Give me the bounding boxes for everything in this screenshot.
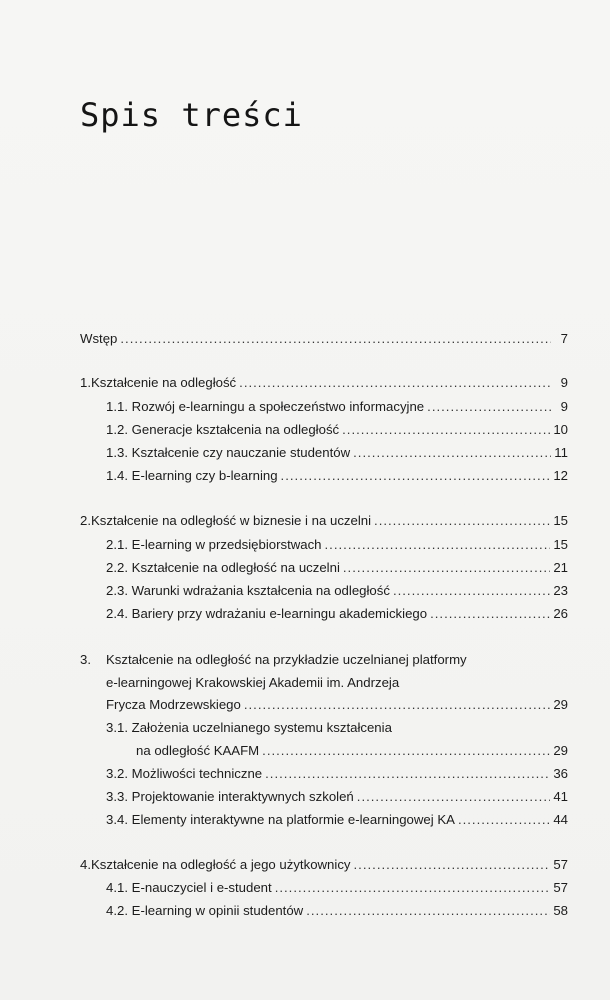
toc-entry-label-line: Kształcenie na odległość na przykładzie uczelnianej platformy [106,652,467,667]
toc-chapter [80,512,568,530]
toc-entry-label: Kształcenie na odległość a jego użytkownicy [91,857,351,872]
toc-page-number: 26 [553,606,568,621]
section-number: 1.1. [106,399,128,414]
leader-dots [281,467,551,485]
section-number: 3.2. [106,766,128,781]
toc-page-number: 41 [553,789,568,804]
toc-section [106,444,568,462]
leader-dots [430,605,550,623]
toc-page-number: 9 [560,399,568,414]
toc-page-number: 21 [553,560,568,575]
toc-section [106,719,392,737]
toc-entry-label: Rozwój e-learningu a społeczeństwo informacyjne [131,399,425,414]
toc-section [106,398,568,416]
chapter-number: 1. [80,375,91,390]
leader-dots [325,536,551,554]
toc-section [106,421,568,439]
toc-entry-label: Elementy interaktywne na platformie e-learningowej KA [131,812,455,827]
toc-entry-label: Generacje kształcenia na odległość [131,422,340,437]
chapter-number: 3. [80,652,91,667]
toc-entry-intro [80,330,568,348]
leader-dots [357,788,551,806]
toc-entry-label: E-learning w opinii studentów [131,903,304,918]
toc-entry-label-line: e-learningowej Krakowskiej Akademii im. Andrzeja [106,675,400,690]
leader-dots [374,512,550,530]
section-number: 2.2. [106,560,128,575]
toc-section [106,605,568,623]
toc-chapter [80,856,568,874]
leader-dots [306,902,550,920]
toc-entry-label: Kształcenie na odległość na uczelni [131,560,340,575]
toc-entry-label: Projektowanie interaktywnych szkoleń [131,789,354,804]
toc-section [106,765,568,783]
leader-dots [262,742,550,760]
chapter-number: 2. [80,513,91,528]
toc-entry-label: E-learning czy b-learning [131,468,278,483]
section-number: 3.3. [106,789,128,804]
toc-entry-label: Możliwości techniczne [131,766,263,781]
toc-page-number: 57 [553,857,568,872]
toc-entry-label: Kształcenie na odległość [91,375,237,390]
toc-entry-label: E-nauczyciel i e-student [131,880,272,895]
toc-section [106,467,568,485]
section-number: 2.3. [106,583,128,598]
section-number: 4.1. [106,880,128,895]
section-number: 4.2. [106,903,128,918]
toc-entry-label: Warunki wdrażania kształcenia na odległość [131,583,390,598]
toc-page-number: 57 [553,880,568,895]
toc-section [106,811,568,829]
chapter-number: 4. [80,857,91,872]
toc-entry-label-line: Założenia uczelnianego systemu kształcenia [131,720,392,735]
leader-dots [343,559,550,577]
toc-page-number: 10 [553,422,568,437]
page-title: Spis treści [80,96,303,134]
toc-page-number: 15 [553,513,568,528]
toc-page-number: 29 [553,697,568,712]
section-number: 1.4. [106,468,128,483]
leader-dots [342,421,550,439]
toc-entry-label: Wstęp [80,331,118,346]
leader-dots [427,398,551,416]
leader-dots [244,696,550,714]
toc-section [106,582,568,600]
leader-dots [393,582,550,600]
leader-dots [265,765,550,783]
toc-page-number: 44 [553,812,568,827]
toc-page-number: 23 [553,583,568,598]
toc-entry-label-line: Frycza Modrzewskiego [106,697,241,712]
toc-page-number: 12 [553,468,568,483]
toc-page-number: 36 [553,766,568,781]
toc-section-last-line [136,742,568,760]
toc-section [106,879,568,897]
section-number: 2.1. [106,537,128,552]
section-number: 3.4. [106,812,128,827]
toc-page-number: 15 [553,537,568,552]
toc-chapter [80,374,568,392]
leader-dots [458,811,550,829]
toc-section [106,559,568,577]
toc-section [106,536,568,554]
section-number: 3.1. [106,720,128,735]
toc-chapter-last-line [106,696,568,714]
leader-dots [239,374,551,392]
leader-dots [120,330,551,348]
leader-dots [275,879,551,897]
toc-chapter [80,651,467,669]
leader-dots [354,856,551,874]
toc-page-number: 7 [560,331,568,346]
toc-entry-label: Kształcenie na odległość w biznesie i na uczelni [91,513,372,528]
toc-entry-label-line: na odległość KAAFM [136,743,260,758]
toc-page-number: 58 [553,903,568,918]
toc-section [106,902,568,920]
toc-page-number: 11 [554,445,568,460]
section-number: 1.3. [106,445,128,460]
toc-entry-label: Kształcenie czy nauczanie studentów [131,445,351,460]
toc-page-number: 29 [553,743,568,758]
leader-dots [353,444,551,462]
toc-section [106,788,568,806]
toc-entry-label: Bariery przy wdrażaniu e-learningu akademickiego [131,606,428,621]
toc-page-number: 9 [560,375,568,390]
section-number: 1.2. [106,422,128,437]
toc-entry-label: E-learning w przedsiębiorstwach [131,537,322,552]
section-number: 2.4. [106,606,128,621]
